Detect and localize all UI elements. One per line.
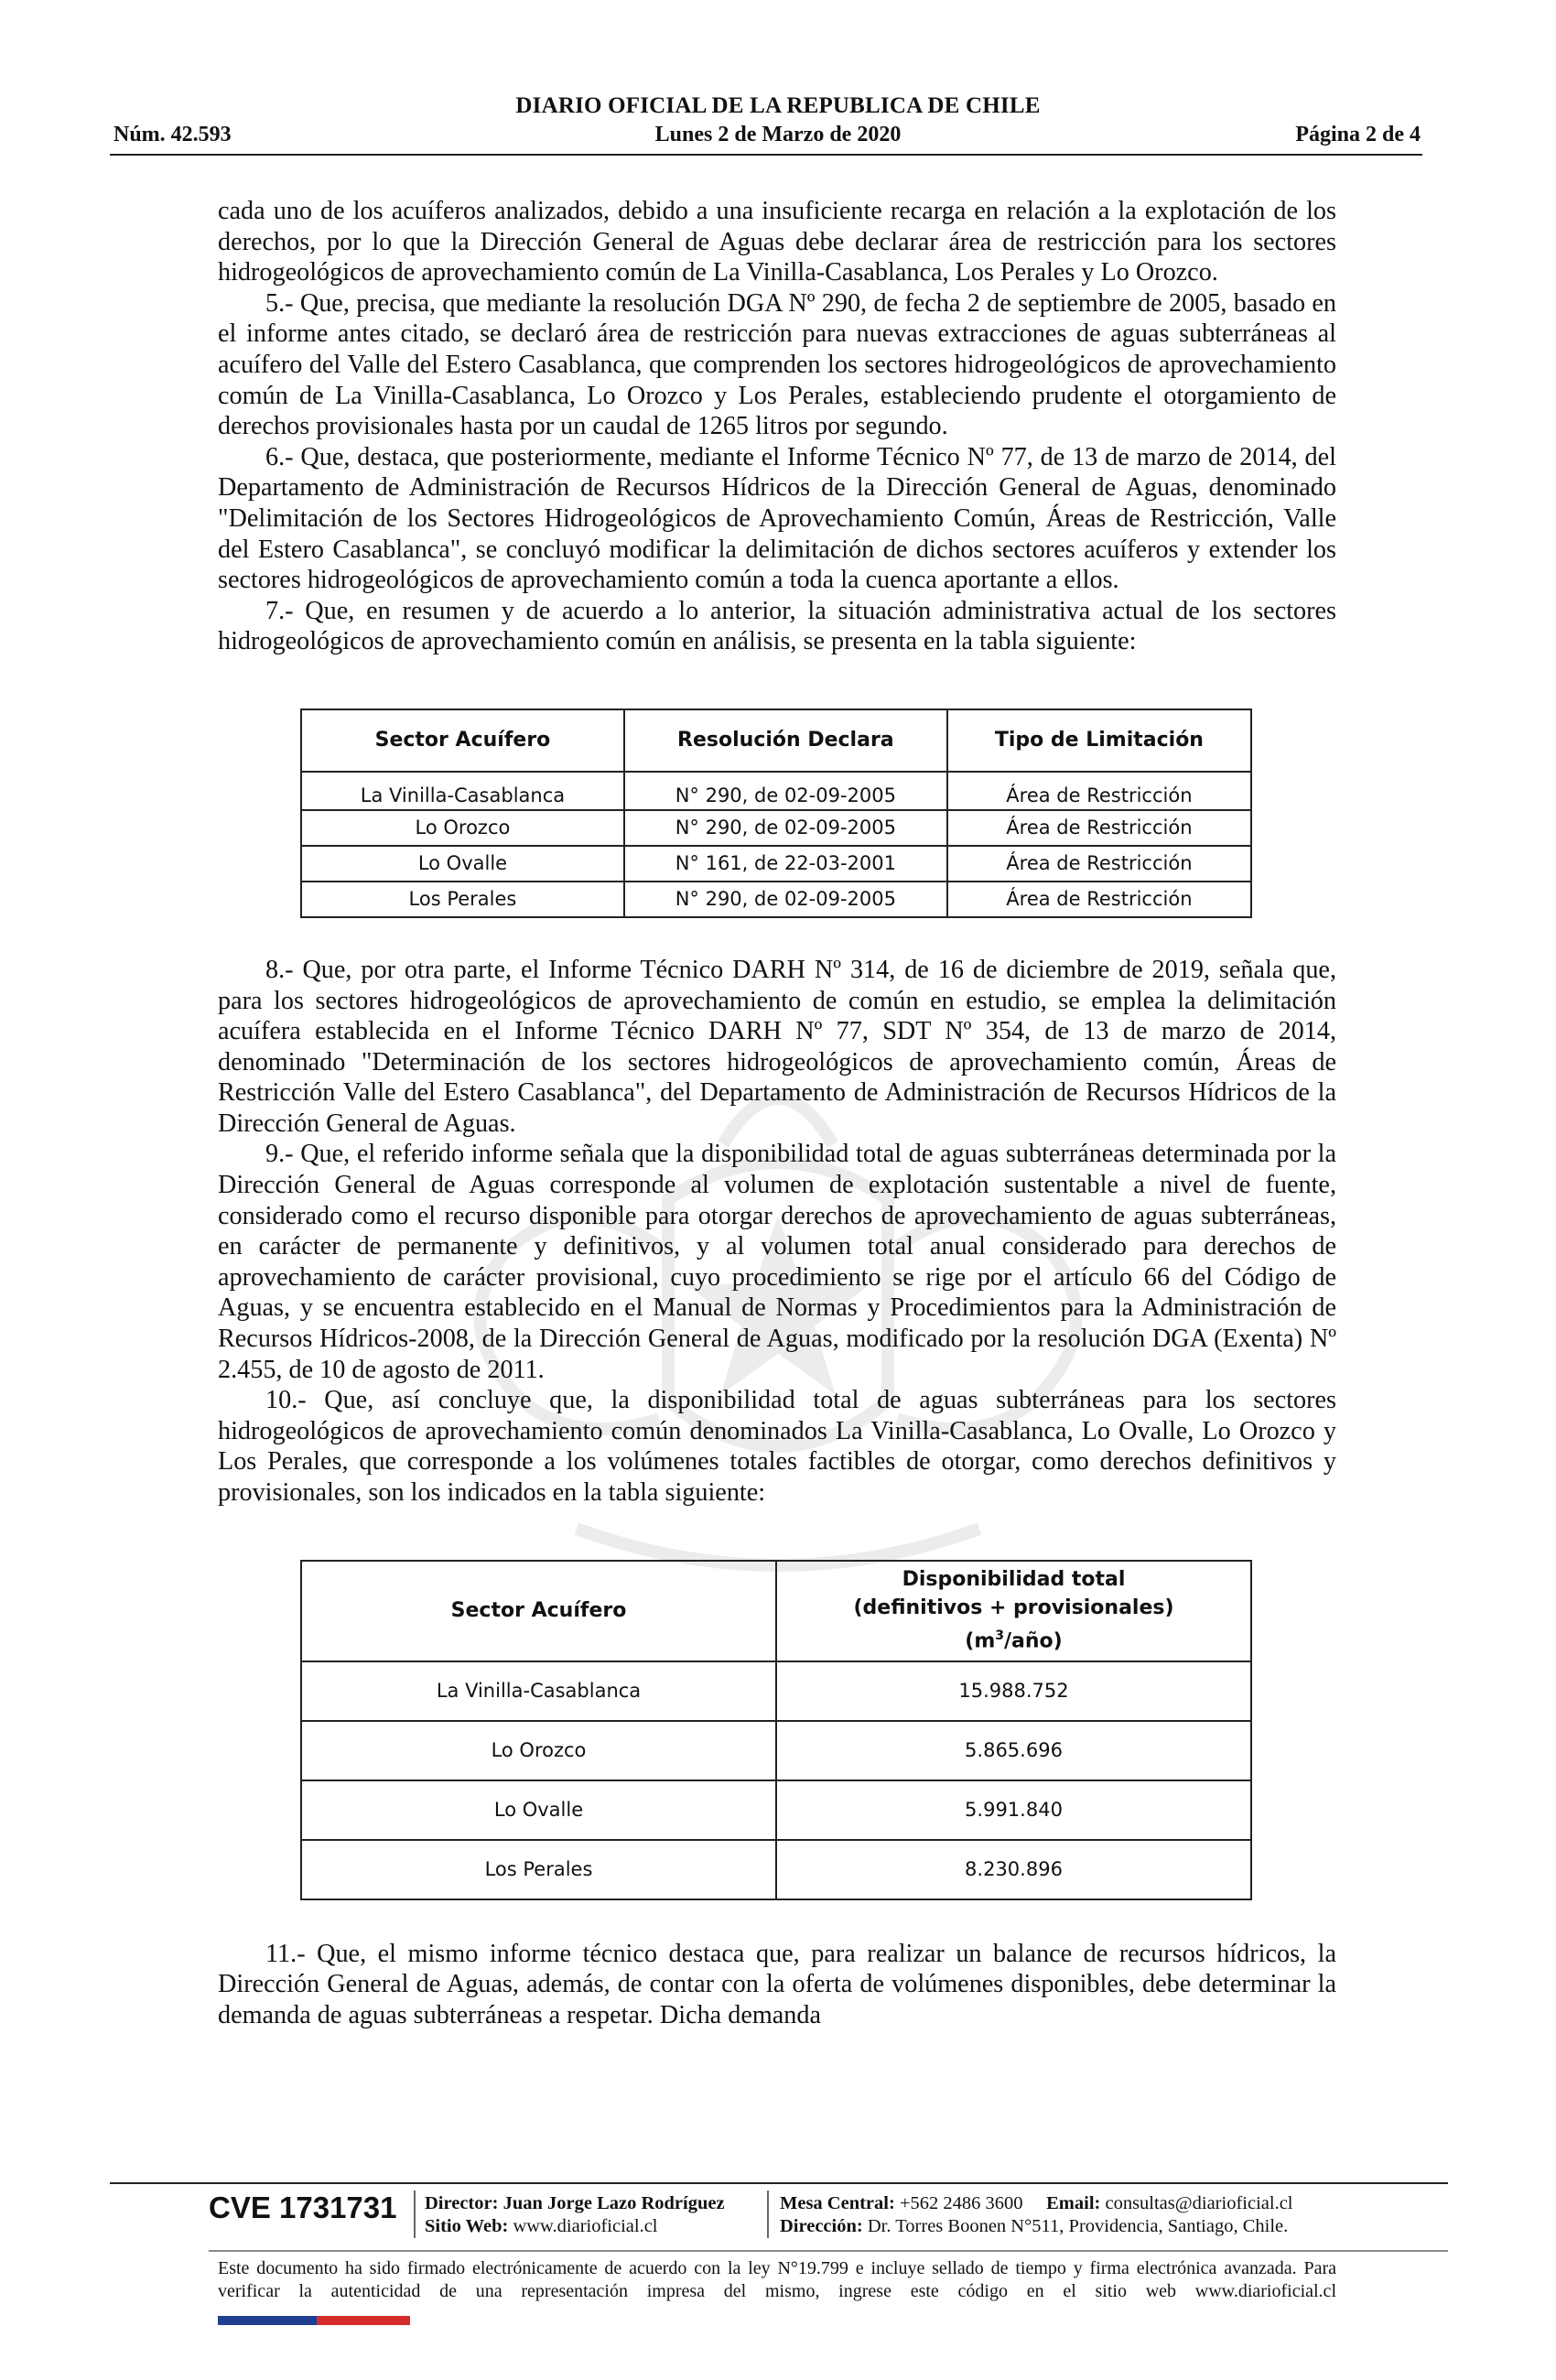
- column-header: Sector Acuífero: [301, 1561, 776, 1661]
- table-cell: Área de Restricción: [947, 772, 1251, 810]
- column-header: Tipo de Limitación: [947, 709, 1251, 772]
- flag-blue-segment: [218, 2316, 317, 2325]
- paragraph-11: 11.- Que, el mismo informe técnico destaca que, para realizar un balance de recursos hídricos, la Dirección General de Aguas, además, de contar con la oferta de volúmenes disponibles, debe determinar la demanda de aguas subterráneas a respetar. Dicha demanda: [218, 1939, 1336, 2029]
- footer-address: Dirección: Dr. Torres Boonen N°511, Providencia, Santiago, Chile.: [780, 2216, 1289, 2236]
- table-row: [301, 1780, 1251, 1840]
- paragraph-7: 7.- Que, en resumen y de acuerdo a lo anterior, la situación administrativa actual de los sectores hidrogeológicos de aprovechamiento común en análisis, se presenta en la tabla siguiente:: [218, 596, 1336, 656]
- column-header: Disponibilidad total (definitivos + provisionales) $(m^3/año)$: [776, 1561, 1251, 1661]
- table-cell: Área de Restricción: [947, 882, 1251, 917]
- table-cell: Área de Restricción: [947, 810, 1251, 846]
- legal-notice: Este documento ha sido firmado electrónicamente de acuerdo con la ley N°19.799 e incluye sellado de tiempo y firma electrónica avanzada. Para verificar la autenticidad de una representación impresa del mismo, ingrese este código en el sitio web www.diarioficial.cl: [218, 2258, 1336, 2301]
- footer-site: Sitio Web: www.diarioficial.cl: [425, 2216, 658, 2236]
- footer-director: Director: Juan Jorge Lazo Rodríguez: [425, 2193, 725, 2213]
- table-cell: Lo Orozco: [301, 810, 624, 846]
- footer-separator: [767, 2191, 769, 2238]
- website-link[interactable]: www.diarioficial.cl: [513, 2216, 658, 2236]
- table-cell: 8.230.896: [776, 1840, 1251, 1899]
- paragraph-intro: cada uno de los acuíferos analizados, debido a una insuficiente recarga en relación a la explotación de los derechos, por lo que la Dirección General de Aguas debe declarar área de restricción para los sectores hidrogeológicos de aprovechamiento común de La Vinilla-Casablanca, Los Perales y Lo Orozco.: [218, 197, 1336, 287]
- email-link[interactable]: consultas@diarioficial.cl: [1105, 2193, 1293, 2213]
- table-cell: N° 290, de 02-09-2005: [624, 772, 947, 810]
- issue-date: Lunes 2 de Marzo de 2020: [654, 123, 902, 146]
- table-cell: Área de Restricción: [947, 846, 1251, 882]
- table-cell: Los Perales: [301, 1840, 776, 1899]
- issue-number: Núm. 42.593: [113, 123, 232, 146]
- column-header: Resolución Declara: [624, 709, 947, 772]
- table-cell: 15.988.752: [776, 1661, 1251, 1721]
- table-header-row: [301, 1561, 1251, 1661]
- paragraph-10: 10.- Que, así concluye que, la disponibilidad total de aguas subterráneas para los sectores hidrogeológicos de aprovechamiento común denominados La Vinilla-Casablanca, Lo Ovalle, Lo Orozco y Los Perales, que corresponde a los volúmenes totales factibles de otorgar, como derechos definitivos y provisionales, son los indicados en la tabla siguiente:: [218, 1386, 1336, 1507]
- table-cell: Lo Ovalle: [301, 846, 624, 882]
- table-row: [301, 810, 1251, 846]
- table-row: [301, 772, 1251, 810]
- paragraph-8: 8.- Que, por otra parte, el Informe Técnico DARH Nº 314, de 16 de diciembre de 2019, señala que, para los sectores hidrogeológicos de aprovechamiento de común en estudio, se emplea la delimitación acuífera establecida en el Informe Técnico DARH Nº 77, SDT Nº 354, de 13 de marzo de 2014, denominado "Determinación de los sectores hidrogeológicos de aprovechamiento común, Áreas de Restricción Valle del Estero Casablanca", del Departamento de Administración de Recursos Hídricos de la Dirección General de Aguas.: [218, 955, 1336, 1138]
- table-cell: 5.991.840: [776, 1780, 1251, 1840]
- table-cell: Lo Orozco: [301, 1721, 776, 1780]
- table-cell: N° 290, de 02-09-2005: [624, 810, 947, 846]
- newspaper-title: DIARIO OFICIAL DE LA REPUBLICA DE CHILE: [515, 93, 1041, 118]
- availability-table: [300, 1560, 1252, 1900]
- table-cell: La Vinilla-Casablanca: [301, 772, 624, 810]
- table-cell: N° 161, de 22-03-2001: [624, 846, 947, 882]
- paragraph-5: 5.- Que, precisa, que mediante la resolución DGA Nº 290, de fecha 2 de septiembre de 2005, basado en el informe antes citado, se declaró área de restricción para nuevas extracciones de aguas subterráneas al acuífero del Valle del Estero Casablanca, que comprenden los sectores hidrogeológicos de aprovechamiento común de La Vinilla-Casablanca, Lo Orozco y Los Perales, estableciendo prudente el otorgamiento de derechos provisionales hasta por un caudal de 1265 litros por segundo.: [218, 288, 1336, 441]
- table-cell: N° 290, de 02-09-2005: [624, 882, 947, 917]
- paragraph-9: 9.- Que, el referido informe señala que la disponibilidad total de aguas subterráneas determinada por la Dirección General de Aguas corresponde al volumen de explotación sustentable a nivel de fuente, considerado como el recurso disponible para otorgar derechos de aprovechamiento de aguas subterráneas, en carácter de permanente y definitivos, y al volumen total anual considerado para derechos de aprovechamiento de carácter provisional, cuyo procedimiento se rige por el artículo 66 del Código de Aguas, y se encuentra establecido en el Manual de Normas y Procedimientos para la Administración de Recursos Hídricos-2008, de la Dirección General de Aguas, modificado por la resolución DGA (Exenta) Nº 2.455, de 10 de agosto de 2011.: [218, 1140, 1336, 1384]
- footer-divider-secondary: [209, 2250, 1448, 2252]
- table-cell: 5.865.696: [776, 1721, 1251, 1780]
- header-divider: [110, 154, 1422, 156]
- table-row: [301, 1661, 1251, 1721]
- footer-contact: Mesa Central: +562 2486 3600 Email: consultas@diarioficial.cl: [780, 2193, 1293, 2213]
- table-row: [301, 846, 1251, 882]
- flag-red-segment: [317, 2316, 410, 2325]
- table-cell: La Vinilla-Casablanca: [301, 1661, 776, 1721]
- table-cell: Lo Ovalle: [301, 1780, 776, 1840]
- column-header: Sector Acuífero: [301, 709, 624, 772]
- document-body: [218, 196, 1336, 2030]
- flag-stripe: [218, 2316, 410, 2325]
- footer-divider: [110, 2182, 1448, 2184]
- table-row: [301, 1840, 1251, 1899]
- table-row: [301, 1721, 1251, 1780]
- footer-separator: [414, 2191, 416, 2238]
- cve-code: CVE 1731731: [209, 2191, 397, 2224]
- table-cell: Los Perales: [301, 882, 624, 917]
- table-header-row: [301, 709, 1251, 772]
- paragraph-6: 6.- Que, destaca, que posteriormente, mediante el Informe Técnico Nº 77, de 13 de marzo de 2014, del Departamento de Administración de Recursos Hídricos de la Dirección General de Aguas, denominado "Delimitación de los Sectores Hidrogeológicos de Aprovechamiento Común, Áreas de Restricción, Valle del Estero Casablanca", se concluyó modificar la delimitación de dichos sectores acuíferos y extender los sectores hidrogeológicos de aprovechamiento común a toda la cuenca aportante a ellos.: [218, 442, 1336, 595]
- table-row: [301, 882, 1251, 917]
- restriction-table: [300, 709, 1252, 918]
- page-indicator: Página 2 de 4: [1295, 123, 1421, 146]
